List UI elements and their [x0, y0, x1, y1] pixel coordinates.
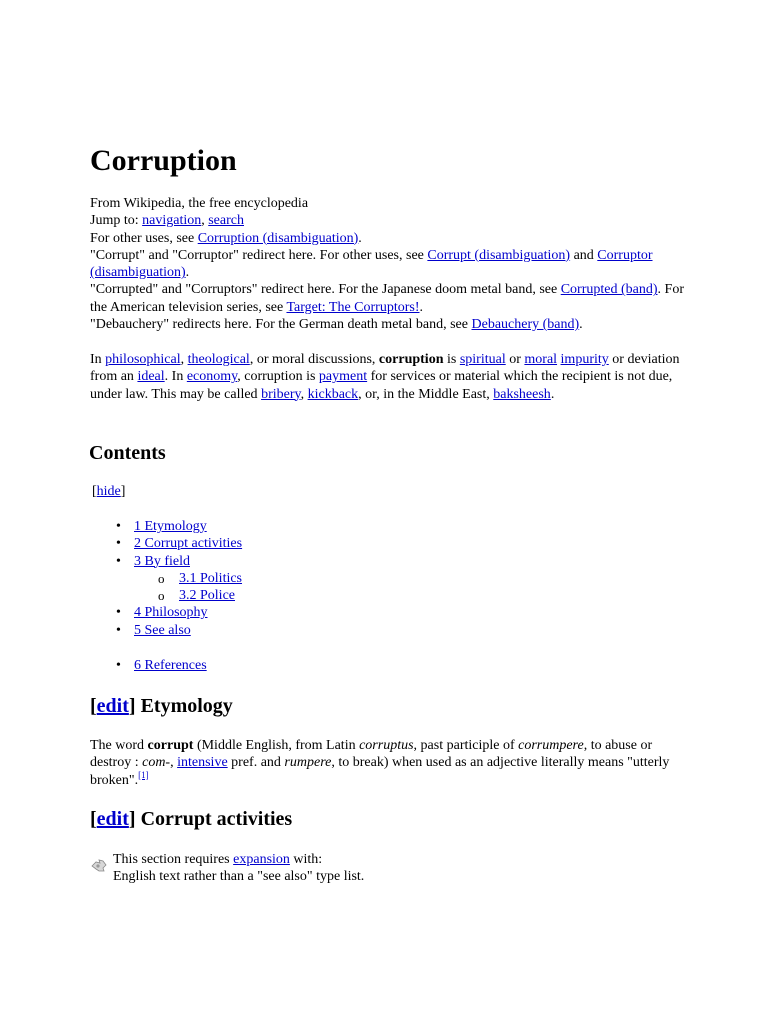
bracket: ]	[128, 808, 136, 830]
section-heading-corrupt-activities	[90, 806, 292, 832]
baksheesh-link[interactable]: baksheesh	[493, 386, 551, 402]
bracket: [	[90, 695, 97, 717]
etymology-text: , to abuse or destroy :	[90, 738, 653, 771]
lead-text: In	[90, 352, 106, 367]
spiritual-link[interactable]: spiritual	[459, 352, 506, 367]
philosophical-link[interactable]: philosophical	[105, 352, 181, 367]
toc-subitem	[90, 570, 490, 587]
payment-link[interactable]: payment	[318, 369, 368, 385]
article-header-notes	[90, 195, 690, 333]
toc-link-politics[interactable]: 3.1 Politics	[179, 570, 243, 586]
edit-corrupt-activities-link[interactable]: edit	[96, 808, 129, 830]
lead-text: for services or material which the recipient is not due, under law. This may be called	[90, 369, 673, 402]
hide-toc-link[interactable]: hide	[96, 484, 121, 499]
hatnote-text: For other uses, see	[90, 230, 198, 246]
toc-link-police[interactable]: 3.2 Police	[179, 588, 235, 604]
impurity-link[interactable]: impurity	[560, 352, 609, 367]
jump-to-search-link[interactable]: search	[208, 213, 244, 229]
hatnote-text: and	[570, 247, 598, 263]
etymology-text: , to break) when used as an adjective literally means "utterly broken".	[90, 755, 670, 788]
jump-to-separator: ,	[201, 213, 209, 229]
table-of-contents-continued	[90, 657, 490, 674]
toc-item	[90, 553, 490, 570]
toc-link-see-also[interactable]: 5 See also	[134, 622, 191, 638]
section-title: Corrupt activities	[135, 808, 293, 830]
lead-text: , corruption is	[237, 369, 319, 385]
notice-text-part: This section requires	[113, 852, 234, 867]
notice-text-part: with:	[289, 852, 323, 867]
section-title: Etymology	[135, 695, 233, 717]
etymology-paragraph	[90, 737, 690, 789]
toc-item	[90, 604, 490, 621]
toc-item	[90, 622, 490, 639]
notice-text	[113, 851, 593, 886]
kickback-link[interactable]: kickback	[307, 386, 359, 402]
corrupt-disambiguation-link[interactable]: Corrupt (disambiguation)	[427, 247, 571, 263]
etymology-text: (Middle English, from Latin	[193, 738, 360, 753]
notice-line-1	[113, 851, 593, 868]
bracket: ]	[120, 484, 126, 499]
economy-link[interactable]: economy	[186, 369, 238, 385]
rumpere-term: rumpere	[284, 755, 332, 771]
corrupted-band-link[interactable]: Corrupted (band)	[560, 282, 658, 298]
etymology-text: pref. and	[227, 755, 285, 771]
lead-text: , or, in the Middle East,	[358, 386, 494, 402]
lead-text: .	[550, 386, 555, 402]
toc-link-etymology[interactable]: 1 Etymology	[134, 519, 207, 534]
page-title: Corruption	[90, 144, 237, 177]
reference-1-link[interactable]: [1]	[138, 769, 149, 780]
notice-line-2: English text rather than a "see also" type list.	[113, 869, 365, 885]
toc-link-by-field[interactable]: 3 By field	[134, 553, 190, 569]
expansion-link[interactable]: expansion	[233, 852, 290, 867]
section-heading-etymology	[90, 693, 233, 719]
corruptor-disambiguation-link[interactable]: Corruptor (disambiguation)	[90, 247, 653, 281]
toc-item	[90, 657, 490, 674]
corruption-bold-term: corruption	[378, 352, 444, 367]
site-tagline: From Wikipedia, the free encyclopedia	[90, 196, 309, 211]
toc-subitem	[90, 587, 490, 604]
etymology-text: The word	[90, 738, 148, 753]
lead-text: ,	[180, 352, 188, 367]
etymology-text: , past participle of	[413, 738, 519, 753]
hatnote-corrupt-redirect	[90, 247, 690, 282]
hatnote-other-uses	[90, 230, 690, 247]
target-the-corruptors-link[interactable]: Target: The Corruptors!	[286, 299, 420, 315]
corrumpere-term: corrumpere	[518, 738, 584, 753]
edit-etymology-link[interactable]: edit	[96, 695, 129, 717]
theological-link[interactable]: theological	[187, 352, 250, 367]
toc-item	[90, 518, 490, 535]
intensive-link[interactable]: intensive	[177, 755, 228, 771]
etymology-text: ,	[170, 755, 178, 771]
hatnote-text: .	[579, 317, 583, 333]
corruption-disambiguation-link[interactable]: Corruption (disambiguation)	[197, 230, 359, 246]
hatnote-text: .	[185, 265, 190, 281]
expand-puzzle-icon	[90, 859, 108, 873]
toc-item	[90, 535, 490, 552]
lead-text: or	[505, 352, 525, 367]
jump-to-navigation-link[interactable]: navigation	[142, 213, 202, 229]
com-term: com-	[142, 755, 171, 771]
hatnote-debauchery-redirect	[90, 316, 690, 333]
toc-hide-toggle	[92, 483, 692, 500]
contents-heading: Contents	[89, 442, 166, 464]
bracket: ]	[128, 695, 136, 717]
lead-text: is	[443, 352, 460, 367]
debauchery-band-link[interactable]: Debauchery (band)	[471, 317, 580, 333]
corrupt-bold-term: corrupt	[147, 738, 194, 753]
hatnote-text: .	[358, 230, 362, 246]
corruptus-term: corruptus	[359, 738, 414, 753]
moral-link[interactable]: moral	[524, 352, 558, 367]
lead-paragraph	[90, 351, 680, 403]
ideal-link[interactable]: ideal	[137, 369, 165, 385]
lead-text: . In	[164, 369, 187, 385]
toc-link-corrupt-activities[interactable]: 2 Corrupt activities	[134, 536, 243, 552]
bracket: [	[92, 484, 97, 499]
lead-text: or deviation from an	[90, 352, 680, 385]
hatnote-text: . For the American television series, see	[90, 282, 684, 315]
hatnote-text: "Corrupted" and "Corruptors" redirect here. For the Japanese doom metal band, see	[90, 282, 561, 298]
toc-link-philosophy[interactable]: 4 Philosophy	[134, 605, 208, 621]
bracket: [	[90, 808, 97, 830]
lead-text: , or moral discussions,	[249, 352, 379, 367]
hatnote-corrupted-redirect	[90, 281, 690, 316]
jump-to-line	[90, 212, 690, 229]
toc-link-references[interactable]: 6 References	[134, 658, 207, 673]
hatnote-text: "Corrupt" and "Corruptor" redirect here. For other uses, see	[90, 247, 428, 263]
hatnote-text: "Debauchery" redirects here. For the German death metal band, see	[90, 317, 472, 333]
jump-to-label: Jump to:	[90, 213, 143, 229]
bribery-link[interactable]: bribery	[261, 386, 301, 402]
lead-text: ,	[300, 386, 308, 402]
hatnote-text: .	[419, 299, 423, 315]
table-of-contents	[90, 518, 490, 639]
